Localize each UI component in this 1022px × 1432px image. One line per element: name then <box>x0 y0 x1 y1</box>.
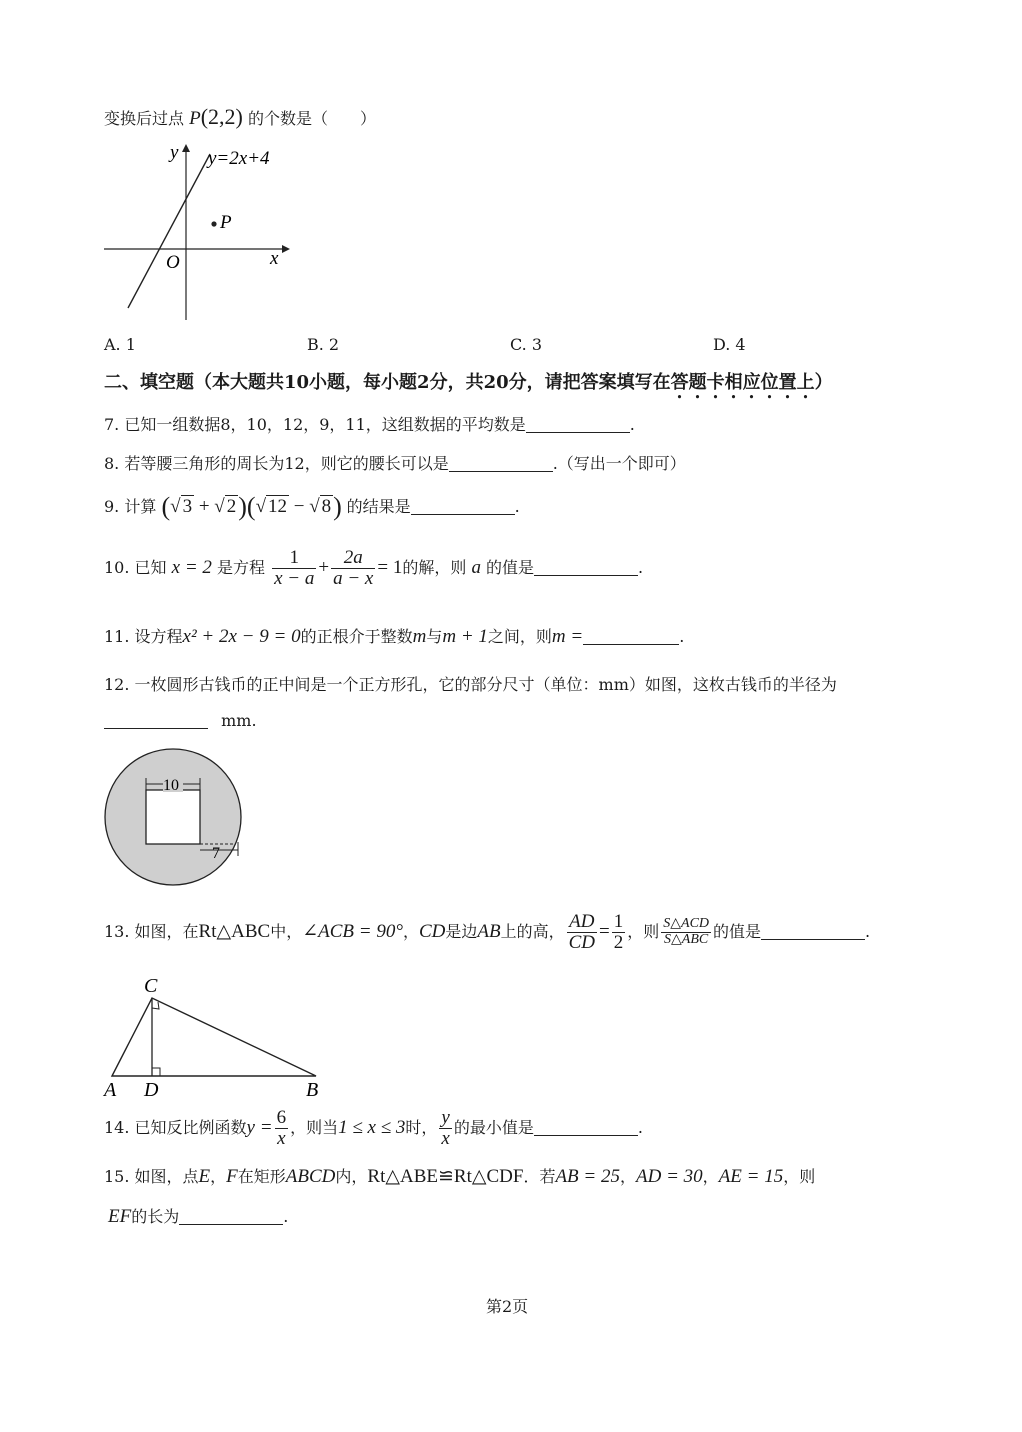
option-b: B. 2 <box>307 335 340 354</box>
option-c: C. 3 <box>510 335 543 354</box>
right-angle-d <box>152 1068 160 1076</box>
q14-answer-blank <box>534 1117 638 1136</box>
option-a: A. 1 <box>104 335 136 354</box>
q11-m-plus-1: m + 1 <box>442 626 488 647</box>
line-y-2x-4 <box>128 154 210 308</box>
q13-ratio <box>567 912 597 953</box>
option-d: D. 4 <box>713 335 746 354</box>
question-13 <box>104 912 870 953</box>
q11-m: m <box>412 626 427 647</box>
q9-end: . <box>514 497 520 516</box>
section-2-emphasis: 答题卡相应位置上 <box>670 372 815 393</box>
q9-tail: 的结果是 <box>346 497 411 516</box>
q14-y-over-x <box>439 1108 451 1149</box>
point-p-label: P <box>220 212 232 233</box>
question-15-line-2 <box>108 1204 288 1228</box>
question-8 <box>104 451 686 474</box>
q13-rt-abc: Rt△ABC <box>198 920 271 942</box>
q15-congruence: Rt△ABE≌Rt△CDF <box>367 1166 524 1187</box>
q15-ae: AE = 15 <box>718 1166 784 1187</box>
q14-number: 14. 已知反比例函数 <box>104 1117 247 1137</box>
q6-text-a: 变换后过点 <box>104 109 185 128</box>
q13-text-1: 中， <box>270 921 303 941</box>
q8-end: .（写出一个即可） <box>552 454 686 473</box>
q7-end: . <box>629 415 635 434</box>
section-2-suffix: ） <box>814 372 833 393</box>
vertex-b-label: B <box>306 1079 319 1101</box>
q15-comma-2: ， <box>620 1167 637 1186</box>
q6-text-b: 的个数是（ ） <box>247 109 376 128</box>
q10-text-1: 是方程 <box>217 557 266 577</box>
q15-e: E <box>198 1166 211 1187</box>
q10-f1-den: x − a <box>274 567 315 589</box>
question-7 <box>104 412 635 435</box>
section-2-prefix: 二、填空题（本大题共10小题，每小题2分，共20分，请把答案填写在 <box>104 372 671 393</box>
q11-answer-blank <box>583 626 679 645</box>
q9-sqrt-3: 3 <box>182 496 193 517</box>
q15-comma-1: ， <box>210 1167 227 1186</box>
q15-f: F <box>226 1166 238 1187</box>
q13-ab: AB <box>477 920 501 942</box>
q13-comma: ， <box>402 921 419 941</box>
q13-text-5: 的值是 <box>713 921 762 941</box>
q14-range: 1 ≤ x ≤ 3 <box>338 1116 406 1138</box>
q12-unit: mm <box>221 711 252 730</box>
q13-ratio-den: CD <box>568 931 596 953</box>
origin-label: O <box>166 252 180 273</box>
q15-ef: EF <box>108 1206 132 1227</box>
q12-line-1: 12. 一枚圆形古钱币的正中间是一个正方形孔，它的部分尺寸（单位：mm）如图，这枚古钱币的半径为 <box>104 675 837 694</box>
x-axis-label: x <box>270 248 279 269</box>
q14-y-eq: y = <box>246 1116 273 1138</box>
q9-sqrt-2: 2 <box>226 496 237 517</box>
q10-fraction-1 <box>272 548 316 589</box>
q10-equals-1: = 1 <box>377 556 403 578</box>
q13-half-den: 2 <box>613 931 624 953</box>
q13-area-num: S△ACD <box>663 916 710 932</box>
line-label: y=2x+4 <box>208 148 270 169</box>
q14-yx-num: y <box>441 1107 450 1128</box>
right-angle-c <box>152 1002 159 1009</box>
q13-cd: CD <box>418 920 446 942</box>
q10-a: a <box>471 556 481 578</box>
point-p-dot <box>211 221 216 226</box>
q13-number: 13. 如图，在 <box>104 921 199 941</box>
vertex-d-label: D <box>144 1079 159 1101</box>
square-hole <box>146 790 200 844</box>
y-axis-label: y <box>170 142 179 163</box>
coin-figure <box>100 744 250 890</box>
q15-text-1: 在矩形 <box>237 1167 286 1186</box>
q12-end: . <box>251 711 257 730</box>
q15-ab: AB = 25 <box>555 1166 620 1187</box>
q9-answer-blank <box>411 496 515 515</box>
section-2-heading <box>104 368 833 403</box>
q10-text-3: 的值是 <box>486 557 535 577</box>
q15-text-4: ，则 <box>783 1167 816 1186</box>
question-14 <box>104 1108 643 1149</box>
vertex-a-label: A <box>104 1079 117 1101</box>
q14-text-1: ，则当 <box>290 1117 339 1137</box>
q15-text-2: 内， <box>335 1167 368 1186</box>
q11-end: . <box>679 627 685 646</box>
triangle-abc <box>112 998 316 1076</box>
q11-text-3: 之间，则 <box>487 627 552 646</box>
q10-fraction-2 <box>331 548 375 589</box>
q10-answer-blank <box>534 557 638 576</box>
question-9 <box>104 492 520 522</box>
q11-text-2: 与 <box>426 627 443 646</box>
q13-area-ratio <box>661 917 711 947</box>
q13-half-num: 1 <box>613 911 624 932</box>
q6-coords: (2,2) <box>200 104 243 129</box>
vertex-c-label: C <box>144 975 158 997</box>
q7-answer-blank <box>526 414 630 433</box>
y-axis-arrow <box>182 144 190 152</box>
q13-angle: ∠ACB = 90° <box>302 920 403 942</box>
q14-fraction <box>275 1108 289 1149</box>
x-axis-arrow <box>282 245 290 253</box>
q11-number: 11. 设方程 <box>104 627 183 646</box>
q10-number: 10. 已知 <box>104 557 167 577</box>
q11-text-1: 的正根介于整数 <box>300 627 413 646</box>
q12-line-2 <box>104 710 257 730</box>
q10-end: . <box>638 557 644 577</box>
q9-plus: + <box>198 496 210 517</box>
q15-end: . <box>283 1207 289 1226</box>
q10-f2-den: a − x <box>333 567 374 589</box>
q13-half <box>612 912 626 953</box>
page-number: 第2页 <box>486 1297 529 1316</box>
q13-area-den: S△ABC <box>664 931 709 947</box>
q14-frac-den: x <box>277 1127 286 1149</box>
q13-equals: = <box>599 920 610 942</box>
q10-x-eq-2: x = 2 <box>171 556 212 578</box>
q11-m-equals: m = <box>551 626 584 647</box>
q13-answer-blank <box>761 921 865 940</box>
q8-text: 8. 若等腰三角形的周长为12，则它的腰长可以是 <box>104 454 449 473</box>
q11-equation: x² + 2x − 9 = 0 <box>182 626 301 647</box>
question-15-line-1 <box>104 1164 815 1188</box>
q10-text-2: 的解，则 <box>402 557 467 577</box>
q15-text-5: 的长为 <box>131 1207 180 1226</box>
question-11 <box>104 624 684 648</box>
q9-expression: (√ 3 + √ 2)(√ 12 − √ 8) <box>161 492 342 521</box>
q15-answer-blank <box>179 1206 283 1225</box>
q8-answer-blank <box>449 453 553 472</box>
q6-point: P <box>189 108 201 129</box>
q9-sqrt-8: 8 <box>321 496 332 517</box>
q15-abcd: ABCD <box>285 1166 336 1187</box>
q9-minus: − <box>293 496 305 517</box>
q10-f1-num: 1 <box>272 548 316 569</box>
triangle-figure <box>100 972 330 1104</box>
question-10 <box>104 548 643 589</box>
q14-yx-den: x <box>441 1127 450 1149</box>
q10-f2-num: 2a <box>331 548 375 569</box>
q14-end: . <box>637 1117 643 1137</box>
q6-tail <box>104 104 376 130</box>
q13-text-4: ，则 <box>627 921 660 941</box>
q13-end: . <box>865 921 871 941</box>
q13-text-2: 是边 <box>445 921 478 941</box>
q15-text-3: ．若 <box>523 1167 556 1186</box>
q14-text-3: 的最小值是 <box>453 1117 534 1137</box>
q14-text-2: 时， <box>405 1117 438 1137</box>
q15-number: 15. 如图，点 <box>104 1167 199 1186</box>
dim-7-label: 7 <box>212 845 220 862</box>
linear-graph <box>100 140 300 325</box>
q15-ad: AD = 30 <box>636 1166 703 1187</box>
q10-plus: + <box>318 556 330 578</box>
q15-comma-3: ， <box>702 1167 719 1186</box>
q13-text-3: 上的高， <box>500 921 565 941</box>
dim-10-label: 10 <box>163 777 179 794</box>
q7-text: 7. 已知一组数据8，10，12，9，11，这组数据的平均数是 <box>104 415 526 434</box>
q12-answer-blank <box>104 710 208 729</box>
q13-ratio-num: AD <box>567 912 597 933</box>
q9-text: 9. 计算 <box>104 497 157 516</box>
q9-sqrt-12: 12 <box>268 496 287 517</box>
q14-frac-num: 6 <box>276 1107 287 1128</box>
